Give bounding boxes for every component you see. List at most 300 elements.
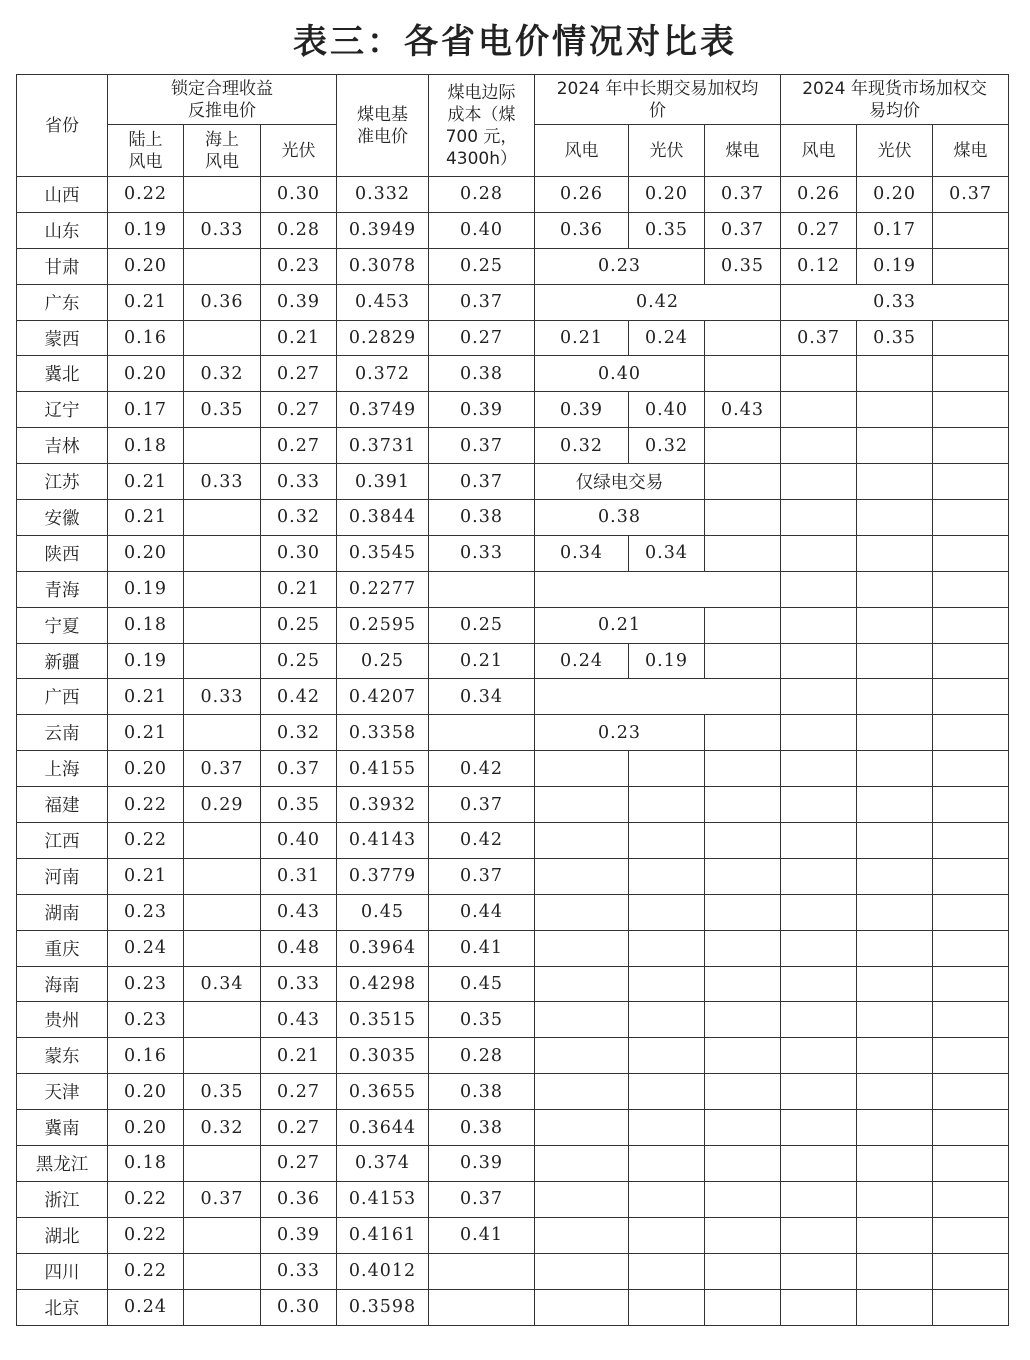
ml-coal-cell (705, 356, 781, 392)
pv-cell: 0.30 (261, 1289, 337, 1325)
onshore-wind-cell: 0.22 (108, 823, 184, 859)
onshore-wind-cell: 0.20 (108, 356, 184, 392)
table-header (17, 75, 1009, 177)
province-cell: 甘肃 (17, 248, 108, 284)
pv-cell: 0.27 (261, 428, 337, 464)
spot-wind-cell (781, 607, 857, 643)
table-row (17, 966, 1009, 1002)
table-row (17, 1253, 1009, 1289)
ml-wind-cell (535, 1181, 629, 1217)
province-cell: 冀南 (17, 1110, 108, 1146)
ml-merged-cell: 0.40 (535, 356, 705, 392)
coal-benchmark-cell: 0.4161 (337, 1217, 429, 1253)
coal-benchmark-cell: 0.453 (337, 284, 429, 320)
header-ml-pv: 光伏 (629, 125, 705, 177)
coal-marginal-cell: 0.28 (429, 1038, 535, 1074)
coal-benchmark-cell: 0.3749 (337, 392, 429, 428)
table-row (17, 787, 1009, 823)
province-cell: 陕西 (17, 535, 108, 571)
coal-benchmark-cell: 0.3515 (337, 1002, 429, 1038)
table-row (17, 751, 1009, 787)
ml-wind-cell (535, 1002, 629, 1038)
onshore-wind-cell: 0.22 (108, 177, 184, 213)
offshore-wind-cell (184, 1253, 261, 1289)
ml-pv-cell (629, 751, 705, 787)
ml-wind-cell: 0.32 (535, 428, 629, 464)
onshore-wind-cell: 0.21 (108, 715, 184, 751)
spot-coal-cell (933, 894, 1009, 930)
table-row (17, 248, 1009, 284)
table-row (17, 1289, 1009, 1325)
spot-pv-cell: 0.19 (857, 248, 933, 284)
offshore-wind-cell: 0.32 (184, 1110, 261, 1146)
province-cell: 河南 (17, 858, 108, 894)
ml-coal-cell (705, 464, 781, 500)
ml-coal-cell (705, 535, 781, 571)
ml-coal-cell (705, 428, 781, 464)
coal-marginal-cell: 0.25 (429, 607, 535, 643)
table-row (17, 535, 1009, 571)
spot-coal-cell (933, 1289, 1009, 1325)
coal-benchmark-cell: 0.4298 (337, 966, 429, 1002)
coal-marginal-cell: 0.45 (429, 966, 535, 1002)
coal-benchmark-cell: 0.3358 (337, 715, 429, 751)
ml-wind-cell (535, 787, 629, 823)
ml-merged-cell (535, 679, 781, 715)
pv-cell: 0.28 (261, 212, 337, 248)
coal-marginal-cell: 0.21 (429, 643, 535, 679)
ml-coal-cell: 0.43 (705, 392, 781, 428)
ml-pv-cell (629, 1217, 705, 1253)
coal-marginal-cell: 0.37 (429, 428, 535, 464)
ml-pv-cell (629, 1002, 705, 1038)
ml-pv-cell: 0.40 (629, 392, 705, 428)
onshore-wind-cell: 0.19 (108, 212, 184, 248)
province-cell: 湖南 (17, 894, 108, 930)
offshore-wind-cell: 0.35 (184, 392, 261, 428)
coal-benchmark-cell: 0.3545 (337, 535, 429, 571)
spot-pv-cell (857, 643, 933, 679)
province-cell: 重庆 (17, 930, 108, 966)
ml-pv-cell (629, 1038, 705, 1074)
table-row (17, 571, 1009, 607)
offshore-wind-cell: 0.35 (184, 1074, 261, 1110)
ml-wind-cell (535, 1253, 629, 1289)
header-mid-long-term-price: 2024 年中长期交易加权均 价 (535, 75, 781, 125)
ml-wind-cell (535, 966, 629, 1002)
coal-benchmark-cell: 0.374 (337, 1146, 429, 1182)
coal-benchmark-cell: 0.2595 (337, 607, 429, 643)
onshore-wind-cell: 0.21 (108, 679, 184, 715)
ml-merged-cell: 0.23 (535, 248, 705, 284)
spot-pv-cell (857, 930, 933, 966)
ml-pv-cell: 0.24 (629, 320, 705, 356)
spot-pv-cell (857, 1217, 933, 1253)
province-cell: 贵州 (17, 1002, 108, 1038)
province-cell: 蒙西 (17, 320, 108, 356)
offshore-wind-cell: 0.33 (184, 464, 261, 500)
pv-cell: 0.25 (261, 643, 337, 679)
ml-pv-cell (629, 1253, 705, 1289)
coal-benchmark-cell: 0.4143 (337, 823, 429, 859)
spot-pv-cell (857, 1253, 933, 1289)
onshore-wind-cell: 0.18 (108, 428, 184, 464)
spot-pv-cell (857, 858, 933, 894)
spot-coal-cell (933, 643, 1009, 679)
spot-wind-cell (781, 1289, 857, 1325)
offshore-wind-cell (184, 500, 261, 536)
spot-wind-cell (781, 571, 857, 607)
ml-pv-cell (629, 930, 705, 966)
header-onshore-wind: 陆上 风电 (108, 125, 184, 177)
coal-benchmark-cell: 0.3949 (337, 212, 429, 248)
spot-wind-cell (781, 715, 857, 751)
coal-marginal-cell (429, 715, 535, 751)
offshore-wind-cell (184, 607, 261, 643)
spot-coal-cell (933, 1074, 1009, 1110)
ml-wind-cell: 0.26 (535, 177, 629, 213)
ml-wind-cell (535, 1217, 629, 1253)
offshore-wind-cell (184, 1002, 261, 1038)
coal-marginal-cell (429, 571, 535, 607)
coal-marginal-cell: 0.38 (429, 500, 535, 536)
spot-coal-cell (933, 320, 1009, 356)
spot-pv-cell (857, 715, 933, 751)
coal-marginal-cell: 0.37 (429, 787, 535, 823)
coal-benchmark-cell: 0.4207 (337, 679, 429, 715)
table-body (17, 177, 1009, 1326)
coal-marginal-cell: 0.42 (429, 823, 535, 859)
ml-coal-cell (705, 607, 781, 643)
spot-coal-cell (933, 571, 1009, 607)
spot-wind-cell (781, 823, 857, 859)
header-coal-benchmark: 煤电基 准电价 (337, 75, 429, 177)
offshore-wind-cell (184, 1146, 261, 1182)
spot-coal-cell: 0.37 (933, 177, 1009, 213)
ml-coal-cell (705, 894, 781, 930)
coal-marginal-cell: 0.27 (429, 320, 535, 356)
header-offshore-wind: 海上 风电 (184, 125, 261, 177)
pv-cell: 0.27 (261, 1110, 337, 1146)
spot-coal-cell (933, 392, 1009, 428)
spot-coal-cell (933, 1146, 1009, 1182)
spot-coal-cell (933, 1038, 1009, 1074)
coal-marginal-cell: 0.38 (429, 1074, 535, 1110)
ml-merged-cell: 0.23 (535, 715, 705, 751)
coal-marginal-cell: 0.38 (429, 356, 535, 392)
spot-pv-cell (857, 1074, 933, 1110)
province-cell: 山东 (17, 212, 108, 248)
spot-wind-cell (781, 787, 857, 823)
ml-pv-cell: 0.20 (629, 177, 705, 213)
coal-marginal-cell: 0.35 (429, 1002, 535, 1038)
pv-cell: 0.39 (261, 284, 337, 320)
table-row (17, 1002, 1009, 1038)
ml-wind-cell (535, 751, 629, 787)
spot-coal-cell (933, 607, 1009, 643)
ml-coal-cell (705, 858, 781, 894)
spot-wind-cell (781, 1002, 857, 1038)
pv-cell: 0.43 (261, 1002, 337, 1038)
province-cell: 浙江 (17, 1181, 108, 1217)
ml-pv-cell: 0.34 (629, 535, 705, 571)
coal-marginal-cell: 0.42 (429, 751, 535, 787)
pv-cell: 0.33 (261, 464, 337, 500)
table-row (17, 643, 1009, 679)
ml-coal-cell (705, 1289, 781, 1325)
pv-cell: 0.42 (261, 679, 337, 715)
ml-pv-cell (629, 1146, 705, 1182)
spot-coal-cell (933, 715, 1009, 751)
ml-merged-cell: 0.38 (535, 500, 705, 536)
table-row (17, 356, 1009, 392)
province-cell: 江苏 (17, 464, 108, 500)
spot-wind-cell (781, 1110, 857, 1146)
spot-wind-cell (781, 535, 857, 571)
offshore-wind-cell: 0.33 (184, 679, 261, 715)
pv-cell: 0.33 (261, 966, 337, 1002)
spot-wind-cell (781, 1181, 857, 1217)
spot-coal-cell (933, 428, 1009, 464)
ml-merged-cell (535, 571, 781, 607)
onshore-wind-cell: 0.21 (108, 858, 184, 894)
spot-coal-cell (933, 464, 1009, 500)
table-row (17, 1038, 1009, 1074)
spot-coal-cell (933, 966, 1009, 1002)
spot-pv-cell (857, 356, 933, 392)
spot-pv-cell (857, 1181, 933, 1217)
pv-cell: 0.23 (261, 248, 337, 284)
ml-pv-cell: 0.19 (629, 643, 705, 679)
province-cell: 海南 (17, 966, 108, 1002)
spot-wind-cell (781, 643, 857, 679)
coal-marginal-cell: 0.25 (429, 248, 535, 284)
ml-wind-cell: 0.34 (535, 535, 629, 571)
onshore-wind-cell: 0.22 (108, 1217, 184, 1253)
coal-benchmark-cell: 0.3655 (337, 1074, 429, 1110)
ml-coal-cell: 0.37 (705, 177, 781, 213)
table-row (17, 715, 1009, 751)
coal-marginal-cell: 0.34 (429, 679, 535, 715)
spot-wind-cell (781, 1038, 857, 1074)
ml-coal-cell (705, 715, 781, 751)
province-cell: 辽宁 (17, 392, 108, 428)
coal-benchmark-cell: 0.332 (337, 177, 429, 213)
spot-coal-cell (933, 356, 1009, 392)
onshore-wind-cell: 0.20 (108, 751, 184, 787)
spot-wind-cell (781, 428, 857, 464)
offshore-wind-cell (184, 930, 261, 966)
ml-pv-cell (629, 858, 705, 894)
header-pv: 光伏 (261, 125, 337, 177)
offshore-wind-cell (184, 823, 261, 859)
offshore-wind-cell: 0.36 (184, 284, 261, 320)
coal-benchmark-cell: 0.372 (337, 356, 429, 392)
offshore-wind-cell: 0.29 (184, 787, 261, 823)
spot-wind-cell (781, 1217, 857, 1253)
pv-cell: 0.35 (261, 787, 337, 823)
ml-wind-cell (535, 1038, 629, 1074)
ml-wind-cell (535, 1146, 629, 1182)
table-row (17, 284, 1009, 320)
ml-wind-cell: 0.39 (535, 392, 629, 428)
coal-benchmark-cell: 0.4153 (337, 1181, 429, 1217)
ml-wind-cell: 0.24 (535, 643, 629, 679)
coal-marginal-cell: 0.28 (429, 177, 535, 213)
spot-coal-cell (933, 930, 1009, 966)
coal-benchmark-cell: 0.4155 (337, 751, 429, 787)
ml-merged-cell: 0.21 (535, 607, 705, 643)
spot-coal-cell (933, 248, 1009, 284)
spot-coal-cell (933, 500, 1009, 536)
offshore-wind-cell (184, 643, 261, 679)
header-spot-market-price: 2024 年现货市场加权交 易均价 (781, 75, 1009, 125)
onshore-wind-cell: 0.23 (108, 966, 184, 1002)
coal-benchmark-cell: 0.2277 (337, 571, 429, 607)
spot-wind-cell (781, 1146, 857, 1182)
ml-wind-cell (535, 1110, 629, 1146)
spot-pv-cell (857, 894, 933, 930)
province-cell: 云南 (17, 715, 108, 751)
spot-coal-cell (933, 1217, 1009, 1253)
spot-coal-cell (933, 858, 1009, 894)
ml-coal-cell (705, 643, 781, 679)
spot-wind-cell: 0.12 (781, 248, 857, 284)
header-ml-coal: 煤电 (705, 125, 781, 177)
province-cell: 黑龙江 (17, 1146, 108, 1182)
ml-wind-cell (535, 894, 629, 930)
header-spot-wind: 风电 (781, 125, 857, 177)
spot-pv-cell (857, 428, 933, 464)
spot-pv-cell (857, 1289, 933, 1325)
page-title: 表三：各省电价情况对比表 (293, 22, 737, 62)
ml-merged-cell: 仅绿电交易 (535, 464, 705, 500)
onshore-wind-cell: 0.21 (108, 284, 184, 320)
offshore-wind-cell (184, 894, 261, 930)
ml-wind-cell (535, 1289, 629, 1325)
spot-pv-cell (857, 535, 933, 571)
coal-benchmark-cell: 0.3078 (337, 248, 429, 284)
spot-wind-cell (781, 1253, 857, 1289)
spot-wind-cell (781, 500, 857, 536)
province-cell: 江西 (17, 823, 108, 859)
spot-pv-cell (857, 1146, 933, 1182)
spot-pv-cell (857, 464, 933, 500)
spot-pv-cell (857, 607, 933, 643)
coal-marginal-cell: 0.37 (429, 284, 535, 320)
offshore-wind-cell: 0.37 (184, 751, 261, 787)
pv-cell: 0.43 (261, 894, 337, 930)
onshore-wind-cell: 0.23 (108, 1002, 184, 1038)
pv-cell: 0.21 (261, 320, 337, 356)
spot-coal-cell (933, 212, 1009, 248)
spot-coal-cell (933, 535, 1009, 571)
coal-marginal-cell (429, 1253, 535, 1289)
province-cell: 广西 (17, 679, 108, 715)
header-spot-coal: 煤电 (933, 125, 1009, 177)
onshore-wind-cell: 0.20 (108, 1074, 184, 1110)
spot-coal-cell (933, 1002, 1009, 1038)
ml-wind-cell (535, 930, 629, 966)
onshore-wind-cell: 0.23 (108, 894, 184, 930)
onshore-wind-cell: 0.22 (108, 787, 184, 823)
province-cell: 山西 (17, 177, 108, 213)
spot-wind-cell (781, 751, 857, 787)
onshore-wind-cell: 0.20 (108, 1110, 184, 1146)
spot-coal-cell (933, 1110, 1009, 1146)
ml-pv-cell: 0.32 (629, 428, 705, 464)
header-coal-marginal-cost: 煤电边际 成本（煤 700 元， 4300h） (429, 75, 535, 177)
ml-pv-cell: 0.35 (629, 212, 705, 248)
spot-coal-cell (933, 787, 1009, 823)
province-cell: 天津 (17, 1074, 108, 1110)
coal-benchmark-cell: 0.3844 (337, 500, 429, 536)
spot-pv-cell: 0.17 (857, 212, 933, 248)
ml-wind-cell (535, 1074, 629, 1110)
spot-pv-cell (857, 1038, 933, 1074)
pv-cell: 0.40 (261, 823, 337, 859)
spot-wind-cell (781, 894, 857, 930)
province-cell: 四川 (17, 1253, 108, 1289)
ml-pv-cell (629, 823, 705, 859)
coal-marginal-cell: 0.41 (429, 930, 535, 966)
ml-pv-cell (629, 966, 705, 1002)
spot-pv-cell (857, 823, 933, 859)
onshore-wind-cell: 0.20 (108, 248, 184, 284)
price-comparison-table (16, 74, 1009, 1326)
coal-benchmark-cell: 0.2829 (337, 320, 429, 356)
spot-coal-cell (933, 751, 1009, 787)
spot-pv-cell (857, 787, 933, 823)
table-row (17, 1110, 1009, 1146)
pv-cell: 0.21 (261, 1038, 337, 1074)
offshore-wind-cell (184, 428, 261, 464)
table-row (17, 1146, 1009, 1182)
ml-coal-cell (705, 1038, 781, 1074)
ml-coal-cell: 0.37 (705, 212, 781, 248)
pv-cell: 0.25 (261, 607, 337, 643)
coal-marginal-cell: 0.37 (429, 858, 535, 894)
spot-wind-cell: 0.37 (781, 320, 857, 356)
table-row (17, 930, 1009, 966)
offshore-wind-cell (184, 1038, 261, 1074)
coal-marginal-cell: 0.38 (429, 1110, 535, 1146)
spot-pv-cell (857, 679, 933, 715)
coal-benchmark-cell: 0.3644 (337, 1110, 429, 1146)
spot-pv-cell (857, 1110, 933, 1146)
header-locked-return-price: 锁定合理收益 反推电价 (108, 75, 337, 125)
coal-marginal-cell: 0.37 (429, 464, 535, 500)
offshore-wind-cell (184, 858, 261, 894)
onshore-wind-cell: 0.21 (108, 500, 184, 536)
ml-coal-cell: 0.35 (705, 248, 781, 284)
pv-cell: 0.30 (261, 535, 337, 571)
spot-wind-cell (781, 356, 857, 392)
pv-cell: 0.27 (261, 1146, 337, 1182)
coal-benchmark-cell: 0.3731 (337, 428, 429, 464)
spot-pv-cell (857, 1002, 933, 1038)
pv-cell: 0.33 (261, 1253, 337, 1289)
spot-pv-cell (857, 751, 933, 787)
onshore-wind-cell: 0.22 (108, 1253, 184, 1289)
coal-marginal-cell: 0.40 (429, 212, 535, 248)
spot-wind-cell (781, 1074, 857, 1110)
coal-benchmark-cell: 0.3779 (337, 858, 429, 894)
ml-pv-cell (629, 1181, 705, 1217)
province-cell: 青海 (17, 571, 108, 607)
pv-cell: 0.48 (261, 930, 337, 966)
province-cell: 福建 (17, 787, 108, 823)
